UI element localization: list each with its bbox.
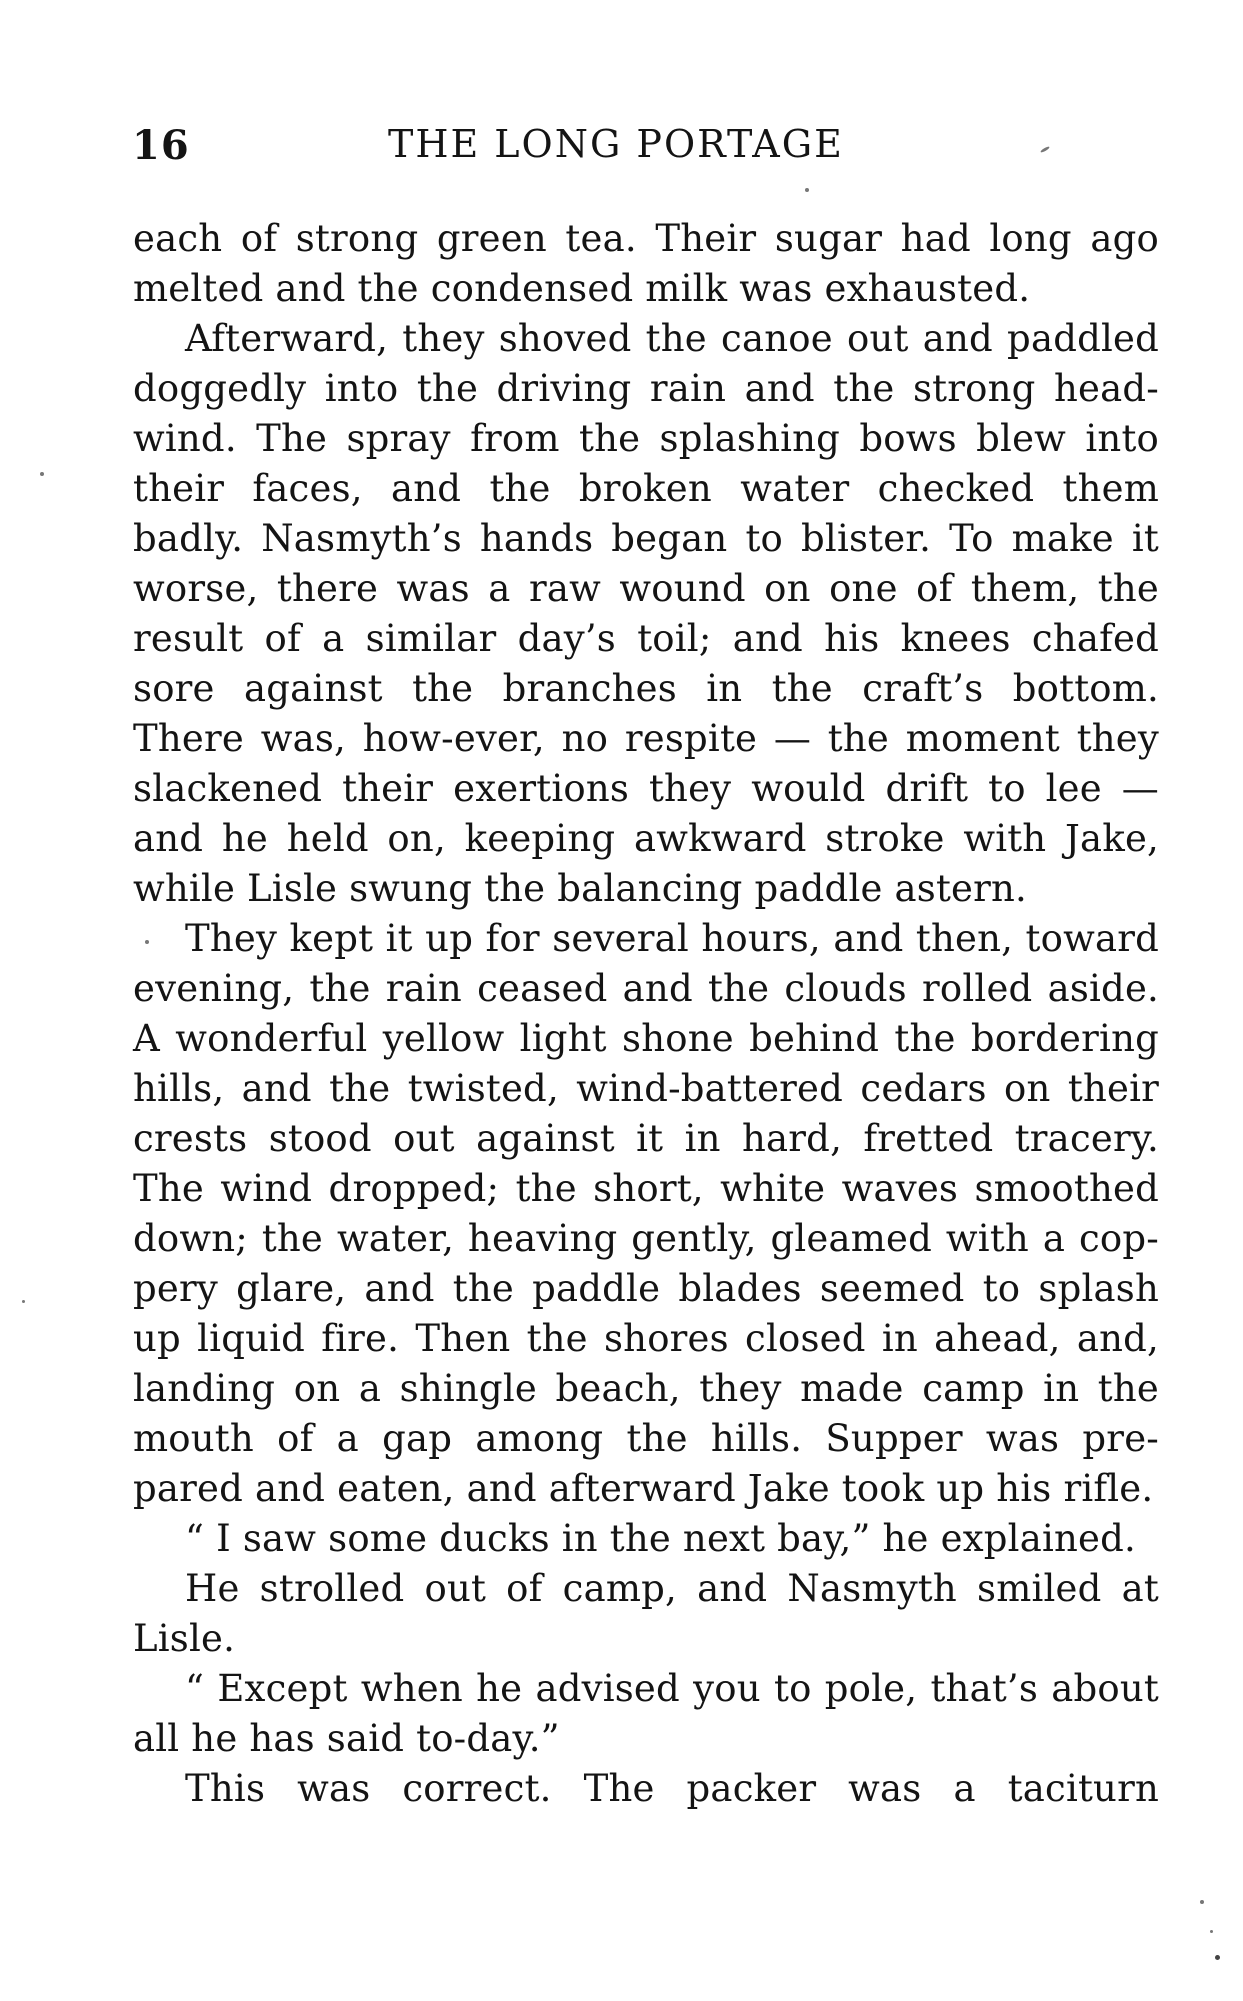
scan-speck: [1215, 1955, 1220, 1960]
scan-speck: [145, 940, 149, 944]
paragraph-6: “ Except when he advised you to pole, that’s about all he has said to-day.”: [133, 1667, 1159, 1760]
scan-speck: [22, 1300, 25, 1303]
scan-speck: [805, 188, 809, 192]
running-head: THE LONG PORTAGE: [388, 122, 844, 166]
scan-speck: [40, 472, 44, 476]
paragraph-4: “ I saw some ducks in the next bay,” he explained.: [185, 1517, 1136, 1560]
paragraph-2: Afterward, they shoved the canoe out and paddled doggedly into the driving rain and the strong head-wind. The spray from the splashing bows blew into their faces, and the broken water checked them badly. Nasmyth’s hands began to blister. To make it worse, there was a raw wound on one of them, the result of a similar day’s toil; and his knees chafed sore against the branches in the craft’s bottom. There was, how-ever, no respite — the moment they slackened their exertions they would drift to lee — and he held on, keeping awkward stroke with Jake, while Lisle swung the balancing paddle astern.: [133, 317, 1159, 910]
body-text: [133, 214, 1159, 1814]
page-number: 16: [132, 122, 190, 169]
paragraph-5: He strolled out of camp, and Nasmyth smiled at Lisle.: [133, 1567, 1159, 1660]
scan-speck: [1200, 1900, 1204, 1904]
paragraph-7: This was correct. The packer was a taciturn: [185, 1767, 1159, 1810]
scan-speck: [1210, 1930, 1213, 1933]
paragraph-3: They kept it up for several hours, and then, toward evening, the rain ceased and the clouds rolled aside. A wonderful yellow light shone behind the bordering hills, and the twisted, wind-battered cedars on their crests stood out against it in hard, fretted tracery. The wind dropped; the short, white waves smoothed down; the water, heaving gently, gleamed with a cop-pery glare, and the paddle blades seemed to splash up liquid fire. Then the shores closed in ahead, and, landing on a shingle beach, they made camp in the mouth of a gap among the hills. Supper was pre-pared and eaten, and afterward Jake took up his rifle.: [133, 917, 1159, 1510]
paragraph-1: each of strong green tea. Their sugar had long ago melted and the condensed milk was exhausted.: [133, 217, 1159, 310]
page-header: [132, 118, 1072, 178]
